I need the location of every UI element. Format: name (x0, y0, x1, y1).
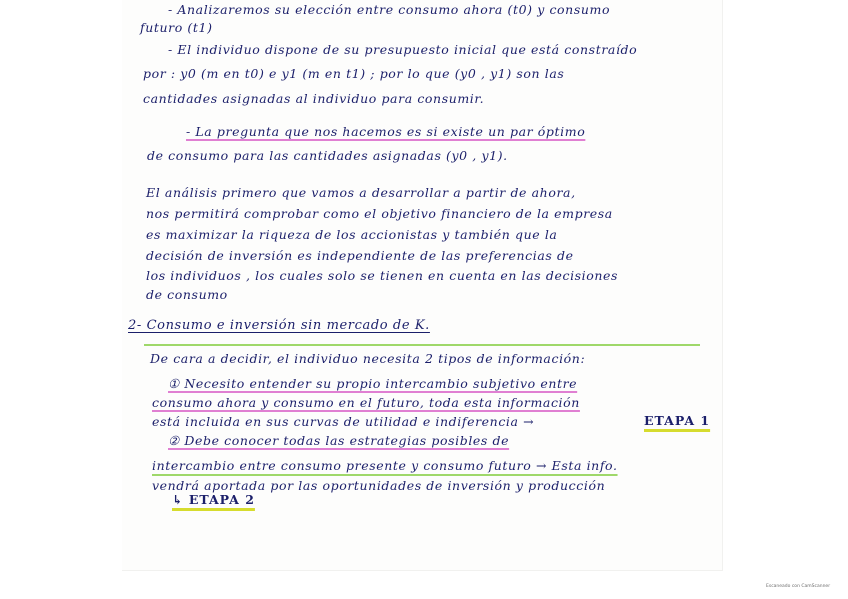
etapa-1-label: ETAPA 1 (644, 413, 711, 428)
note-line-4: por : y0 (m en t0) e y1 (m en t1) ; por lo que (y0 , y1) son las (143, 66, 565, 81)
note-line-17: consumo ahora y consumo en el futuro, toda esta información (152, 395, 580, 410)
note-line-9: nos permitirá comprobar como el objetivo financiero de la empresa (146, 206, 613, 221)
note-line-15: De cara a decidir, el individuo necesita 2 tipos de información: (150, 351, 586, 366)
note-line-16: ① Necesito entender su propio intercambio subjetivo entre (168, 376, 578, 391)
note-line-6: - La pregunta que nos hacemos es si existe un par óptimo (186, 124, 586, 139)
note-line-1: - Analizaremos su elección entre consumo ahora (t0) y consumo (168, 2, 611, 17)
note-line-5: cantidades asignadas al individuo para consumir. (143, 91, 485, 106)
scanner-watermark: Escaneado con CamScanner (766, 584, 831, 589)
section-heading: 2- Consumo e inversión sin mercado de K. (128, 318, 430, 333)
note-line-10: es maximizar la riqueza de los accionistas y también que la (146, 227, 558, 242)
note-line-21: intercambio entre consumo presente y consumo futuro → Esta info. (152, 458, 618, 473)
note-line-3: - El individuo dispone de su presupuesto inicial que está constraído (168, 42, 638, 57)
etapa-2-label: ↳ ETAPA 2 (172, 492, 255, 507)
note-line-22: vendrá aportada por las oportunidades de inversión y producción (152, 478, 606, 493)
green-highlight-bar (144, 344, 700, 346)
note-line-7: de consumo para las cantidades asignadas (y0 , y1). (147, 148, 508, 163)
note-line-20: ② Debe conocer todas las estrategias posibles de (168, 433, 510, 448)
note-line-18: está incluida en sus curvas de utilidad e indiferencia → (152, 414, 535, 429)
note-line-8: El análisis primero que vamos a desarrollar a partir de ahora, (146, 185, 576, 200)
note-line-12: los individuos , los cuales solo se tienen en cuenta en las decisiones (146, 268, 619, 283)
note-line-2: futuro (t1) (140, 20, 213, 35)
note-line-13: de consumo (146, 287, 228, 302)
note-line-11: decisión de inversión es independiente de las preferencias de (146, 248, 574, 263)
